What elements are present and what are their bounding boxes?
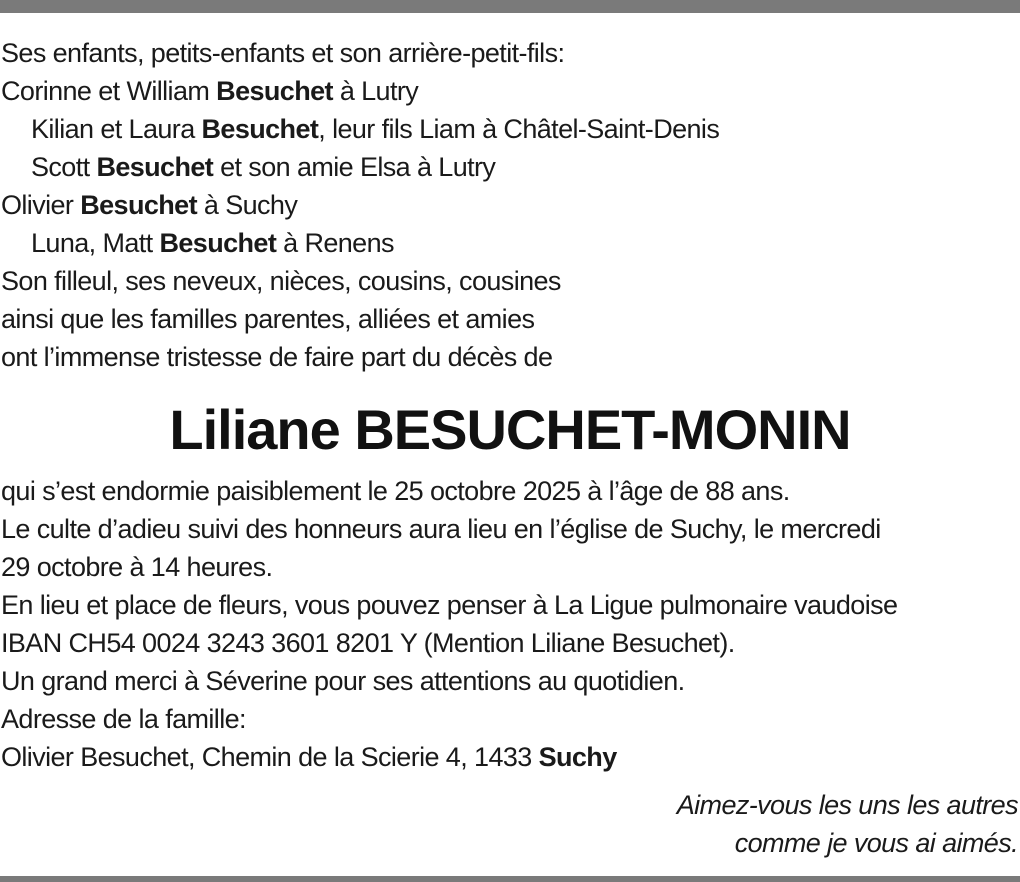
detail-line: 29 octobre à 14 heures. [1, 552, 273, 582]
bottom-divider [0, 876, 1020, 882]
surname: Besuchet [201, 114, 319, 144]
detail-line: En lieu et place de fleurs, vous pouvez penser à La Ligue pulmonaire vaudoise [1, 590, 898, 620]
family-member: Luna, Matt Besuchet à Renens [31, 228, 394, 258]
deceased-name: Liliane BESUCHET-MONIN [169, 398, 851, 461]
detail-line: IBAN CH54 0024 3243 3601 8201 Y (Mention Liliane Besuchet). [1, 628, 735, 658]
quote-line-1: Aimez-vous les uns les autres [676, 790, 1018, 820]
surname: Besuchet [216, 76, 333, 106]
family-member: Olivier Besuchet à Suchy [1, 190, 298, 220]
quote-line-2: comme je vous ai aimés. [734, 828, 1018, 858]
top-divider [0, 0, 1020, 13]
extended-family-line: ainsi que les familles parentes, alliées et amies [1, 304, 535, 334]
surname: Besuchet [96, 152, 214, 182]
address-heading: Adresse de la famille: [1, 704, 246, 734]
detail-line: Le culte d’adieu suivi des honneurs aura lieu en l’église de Suchy, le mercredi [1, 514, 881, 544]
details-section [1, 472, 1020, 776]
family-member: Kilian et Laura Besuchet, leur fils Liam à Châtel-Saint-Denis [31, 114, 720, 144]
family-address: Olivier Besuchet, Chemin de la Scierie 4, 1433 Suchy [1, 742, 617, 772]
surname: Besuchet [80, 190, 197, 220]
surname: Besuchet [159, 228, 277, 258]
extended-family-line: Son filleul, ses neveux, nièces, cousins, cousines [1, 266, 561, 296]
announcement-line: ont l’immense tristesse de faire part du décès de [1, 342, 553, 372]
detail-line: qui s’est endormie paisiblement le 25 octobre 2025 à l’âge de 88 ans. [1, 476, 790, 506]
family-member: Corinne et William Besuchet à Lutry [1, 76, 419, 106]
address-city: Suchy [538, 742, 617, 772]
closing-quote [677, 786, 1018, 862]
family-intro: Ses enfants, petits-enfants et son arrière-petit-fils: [1, 38, 565, 68]
detail-line: Un grand merci à Séverine pour ses attentions au quotidien. [1, 666, 685, 696]
family-member: Scott Besuchet et son amie Elsa à Lutry [31, 152, 496, 182]
family-section [1, 34, 1020, 376]
